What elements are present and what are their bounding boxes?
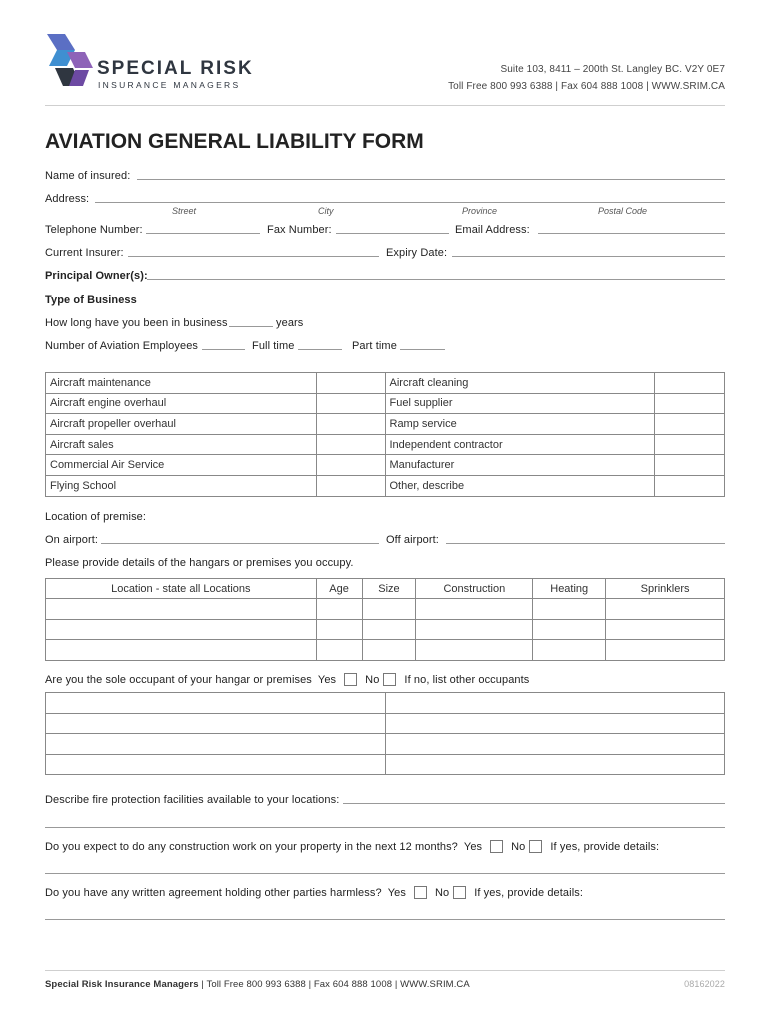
business-type-label: Flying School: [46, 475, 317, 496]
business-type-row: [46, 434, 725, 455]
agreement-details-field[interactable]: [45, 919, 725, 920]
business-type-row: [46, 455, 725, 476]
premises-column-header: Age: [316, 579, 362, 599]
full-time-label: Full time: [252, 340, 295, 352]
occupant-cell[interactable]: [385, 693, 725, 714]
agreement-yes-checkbox[interactable]: [414, 886, 427, 899]
province-caption: Province: [462, 206, 498, 216]
how-long-field[interactable]: [229, 326, 273, 327]
premises-cell[interactable]: [46, 619, 317, 640]
logo-subtitle: INSURANCE MANAGERS: [98, 80, 241, 90]
premises-cell[interactable]: [533, 599, 606, 620]
premises-row: [46, 599, 725, 620]
construction-details-field[interactable]: [45, 873, 725, 874]
premises-cell[interactable]: [416, 640, 533, 661]
current-insurer-label: Current Insurer:: [45, 247, 124, 259]
part-time-field[interactable]: [400, 349, 445, 350]
premises-cell[interactable]: [316, 619, 362, 640]
name-label: Name of insured:: [45, 170, 131, 182]
header-divider: [45, 105, 725, 106]
occupant-cell[interactable]: [46, 713, 386, 734]
header-contact: Toll Free 800 993 6388 | Fax 604 888 1008 | WWW.SRIM.CA: [448, 81, 725, 92]
occupant-no-label: No: [365, 673, 380, 686]
premises-details-label: Please provide details of the hangars or premises you occupy.: [45, 557, 354, 569]
logo-title: SPECIAL RISK: [97, 58, 254, 79]
fire-protection-field[interactable]: [343, 803, 725, 804]
address-field[interactable]: [95, 202, 725, 203]
how-long-label: How long have you been in business: [45, 317, 228, 329]
fax-label: Fax Number:: [267, 224, 332, 236]
business-type-label: Aircraft maintenance: [46, 373, 317, 394]
occupant-if-no-label: If no, list other occupants: [404, 673, 530, 686]
business-type-input[interactable]: [655, 373, 725, 394]
occupants-table: [45, 692, 725, 775]
logo-mark-icon: [45, 32, 93, 90]
occupant-cell[interactable]: [46, 693, 386, 714]
business-type-row: [46, 414, 725, 435]
premises-cell[interactable]: [606, 619, 725, 640]
company-logo: [45, 32, 255, 92]
business-type-input[interactable]: [655, 414, 725, 435]
construction-yes-checkbox[interactable]: [490, 840, 503, 853]
business-type-label: Other, describe: [385, 475, 655, 496]
occupant-cell[interactable]: [385, 713, 725, 734]
construction-no-checkbox[interactable]: [529, 840, 542, 853]
business-type-label: Aircraft cleaning: [385, 373, 655, 394]
footer-company: Special Risk Insurance Managers: [45, 979, 199, 990]
business-type-label: Aircraft propeller overhaul: [46, 414, 317, 435]
business-type-input[interactable]: [316, 393, 385, 414]
construction-yes-label: Yes: [463, 840, 483, 853]
off-airport-label: Off airport:: [386, 534, 439, 546]
premises-cell[interactable]: [533, 640, 606, 661]
premises-cell[interactable]: [533, 619, 606, 640]
business-type-input[interactable]: [316, 414, 385, 435]
business-type-label: Aircraft sales: [46, 434, 317, 455]
header-address: Suite 103, 8411 – 200th St. Langley BC. V2Y 0E7: [500, 64, 725, 75]
business-types-table: [45, 372, 725, 497]
business-type-input[interactable]: [655, 434, 725, 455]
occupant-no-checkbox[interactable]: [383, 673, 396, 686]
expiry-label: Expiry Date:: [386, 247, 448, 259]
premises-row: [46, 640, 725, 661]
email-label: Email Address:: [455, 224, 530, 236]
type-business-heading: Type of Business: [45, 294, 137, 306]
business-type-label: Ramp service: [385, 414, 655, 435]
years-label: years: [276, 317, 304, 329]
premises-column-header: Construction: [416, 579, 533, 599]
business-type-input[interactable]: [655, 455, 725, 476]
telephone-field[interactable]: [146, 233, 260, 234]
premises-column-header: Heating: [533, 579, 606, 599]
occupant-cell[interactable]: [385, 734, 725, 755]
premises-cell[interactable]: [416, 599, 533, 620]
on-airport-field[interactable]: [101, 543, 379, 544]
occupant-row: [45, 673, 529, 686]
occupant-question: Are you the sole occupant of your hangar or premises: [45, 673, 312, 686]
fire-protection-label: Describe fire protection facilities available to your locations:: [45, 794, 340, 806]
premises-cell[interactable]: [606, 640, 725, 661]
expiry-field[interactable]: [452, 256, 725, 257]
agreement-details-label: If yes, provide details:: [474, 886, 583, 899]
construction-no-label: No: [511, 840, 526, 853]
business-type-row: [46, 393, 725, 414]
on-airport-label: On airport:: [45, 534, 99, 546]
business-type-row: [46, 475, 725, 496]
fire-protection-field-2[interactable]: [45, 827, 725, 828]
employees-label: Number of Aviation Employees: [45, 340, 199, 352]
premises-row: [46, 619, 725, 640]
footer-text: [45, 979, 470, 990]
footer-code: 08162022: [684, 979, 725, 989]
part-time-label: Part time: [352, 340, 397, 352]
occupant-row-entry: [46, 693, 725, 714]
business-type-input[interactable]: [316, 434, 385, 455]
business-type-row: [46, 373, 725, 394]
agreement-yes-label: Yes: [387, 886, 406, 899]
agreement-no-label: No: [434, 886, 450, 899]
premises-column-header: Sprinklers: [606, 579, 725, 599]
construction-question: Do you expect to do any construction work on your property in the next 12 months?: [45, 840, 458, 853]
location-label: Location of premise:: [45, 511, 147, 523]
current-insurer-field[interactable]: [128, 256, 379, 257]
business-type-input[interactable]: [655, 393, 725, 414]
premises-cell[interactable]: [606, 599, 725, 620]
occupant-yes-label: Yes: [317, 673, 337, 686]
occupant-row-entry: [46, 713, 725, 734]
telephone-label: Telephone Number:: [45, 224, 143, 236]
business-type-label: Fuel supplier: [385, 393, 655, 414]
premises-cell[interactable]: [46, 599, 317, 620]
premises-column-header: Location - state all Locations: [46, 579, 317, 599]
construction-details-label: If yes, provide details:: [550, 840, 660, 853]
footer-contact: | Toll Free 800 993 6388 | Fax 604 888 1008 | WWW.SRIM.CA: [198, 979, 470, 990]
business-type-label: Independent contractor: [385, 434, 655, 455]
premises-cell[interactable]: [362, 599, 416, 620]
off-airport-field[interactable]: [446, 543, 725, 544]
occupant-row-entry: [46, 734, 725, 755]
agreement-question: Do you have any written agreement holding other parties harmless?: [45, 886, 382, 899]
construction-row: [45, 840, 659, 853]
premises-cell[interactable]: [316, 599, 362, 620]
fax-field[interactable]: [336, 233, 449, 234]
premises-cell[interactable]: [362, 619, 416, 640]
premises-cell[interactable]: [416, 619, 533, 640]
agreement-row: [45, 886, 583, 899]
business-type-label: Aircraft engine overhaul: [46, 393, 317, 414]
business-type-input[interactable]: [655, 475, 725, 496]
occupant-yes-checkbox[interactable]: [344, 673, 357, 686]
form-title: AVIATION GENERAL LIABILITY FORM: [45, 130, 424, 153]
agreement-no-checkbox[interactable]: [453, 886, 466, 899]
occupant-cell[interactable]: [46, 734, 386, 755]
premises-cell[interactable]: [316, 640, 362, 661]
principal-label: Principal Owner(s):: [45, 270, 148, 282]
employees-field[interactable]: [202, 349, 245, 350]
occupant-row-entry: [46, 754, 725, 775]
city-caption: City: [318, 206, 334, 216]
premises-column-header: Size: [362, 579, 416, 599]
business-type-input[interactable]: [316, 455, 385, 476]
occupant-cell[interactable]: [385, 754, 725, 775]
premises-table: [45, 578, 725, 661]
principal-field[interactable]: [147, 279, 725, 280]
occupant-cell[interactable]: [46, 754, 386, 775]
premises-cell[interactable]: [362, 640, 416, 661]
name-field[interactable]: [137, 179, 725, 180]
business-type-input[interactable]: [316, 373, 385, 394]
postal-caption: Postal Code: [598, 206, 648, 216]
street-caption: Street: [172, 206, 197, 216]
business-type-input[interactable]: [316, 475, 385, 496]
address-label: Address:: [45, 193, 90, 205]
business-type-label: Manufacturer: [385, 455, 655, 476]
business-type-label: Commercial Air Service: [46, 455, 317, 476]
footer-divider: [45, 970, 725, 971]
email-field[interactable]: [538, 233, 725, 234]
premises-cell[interactable]: [46, 640, 317, 661]
full-time-field[interactable]: [298, 349, 342, 350]
